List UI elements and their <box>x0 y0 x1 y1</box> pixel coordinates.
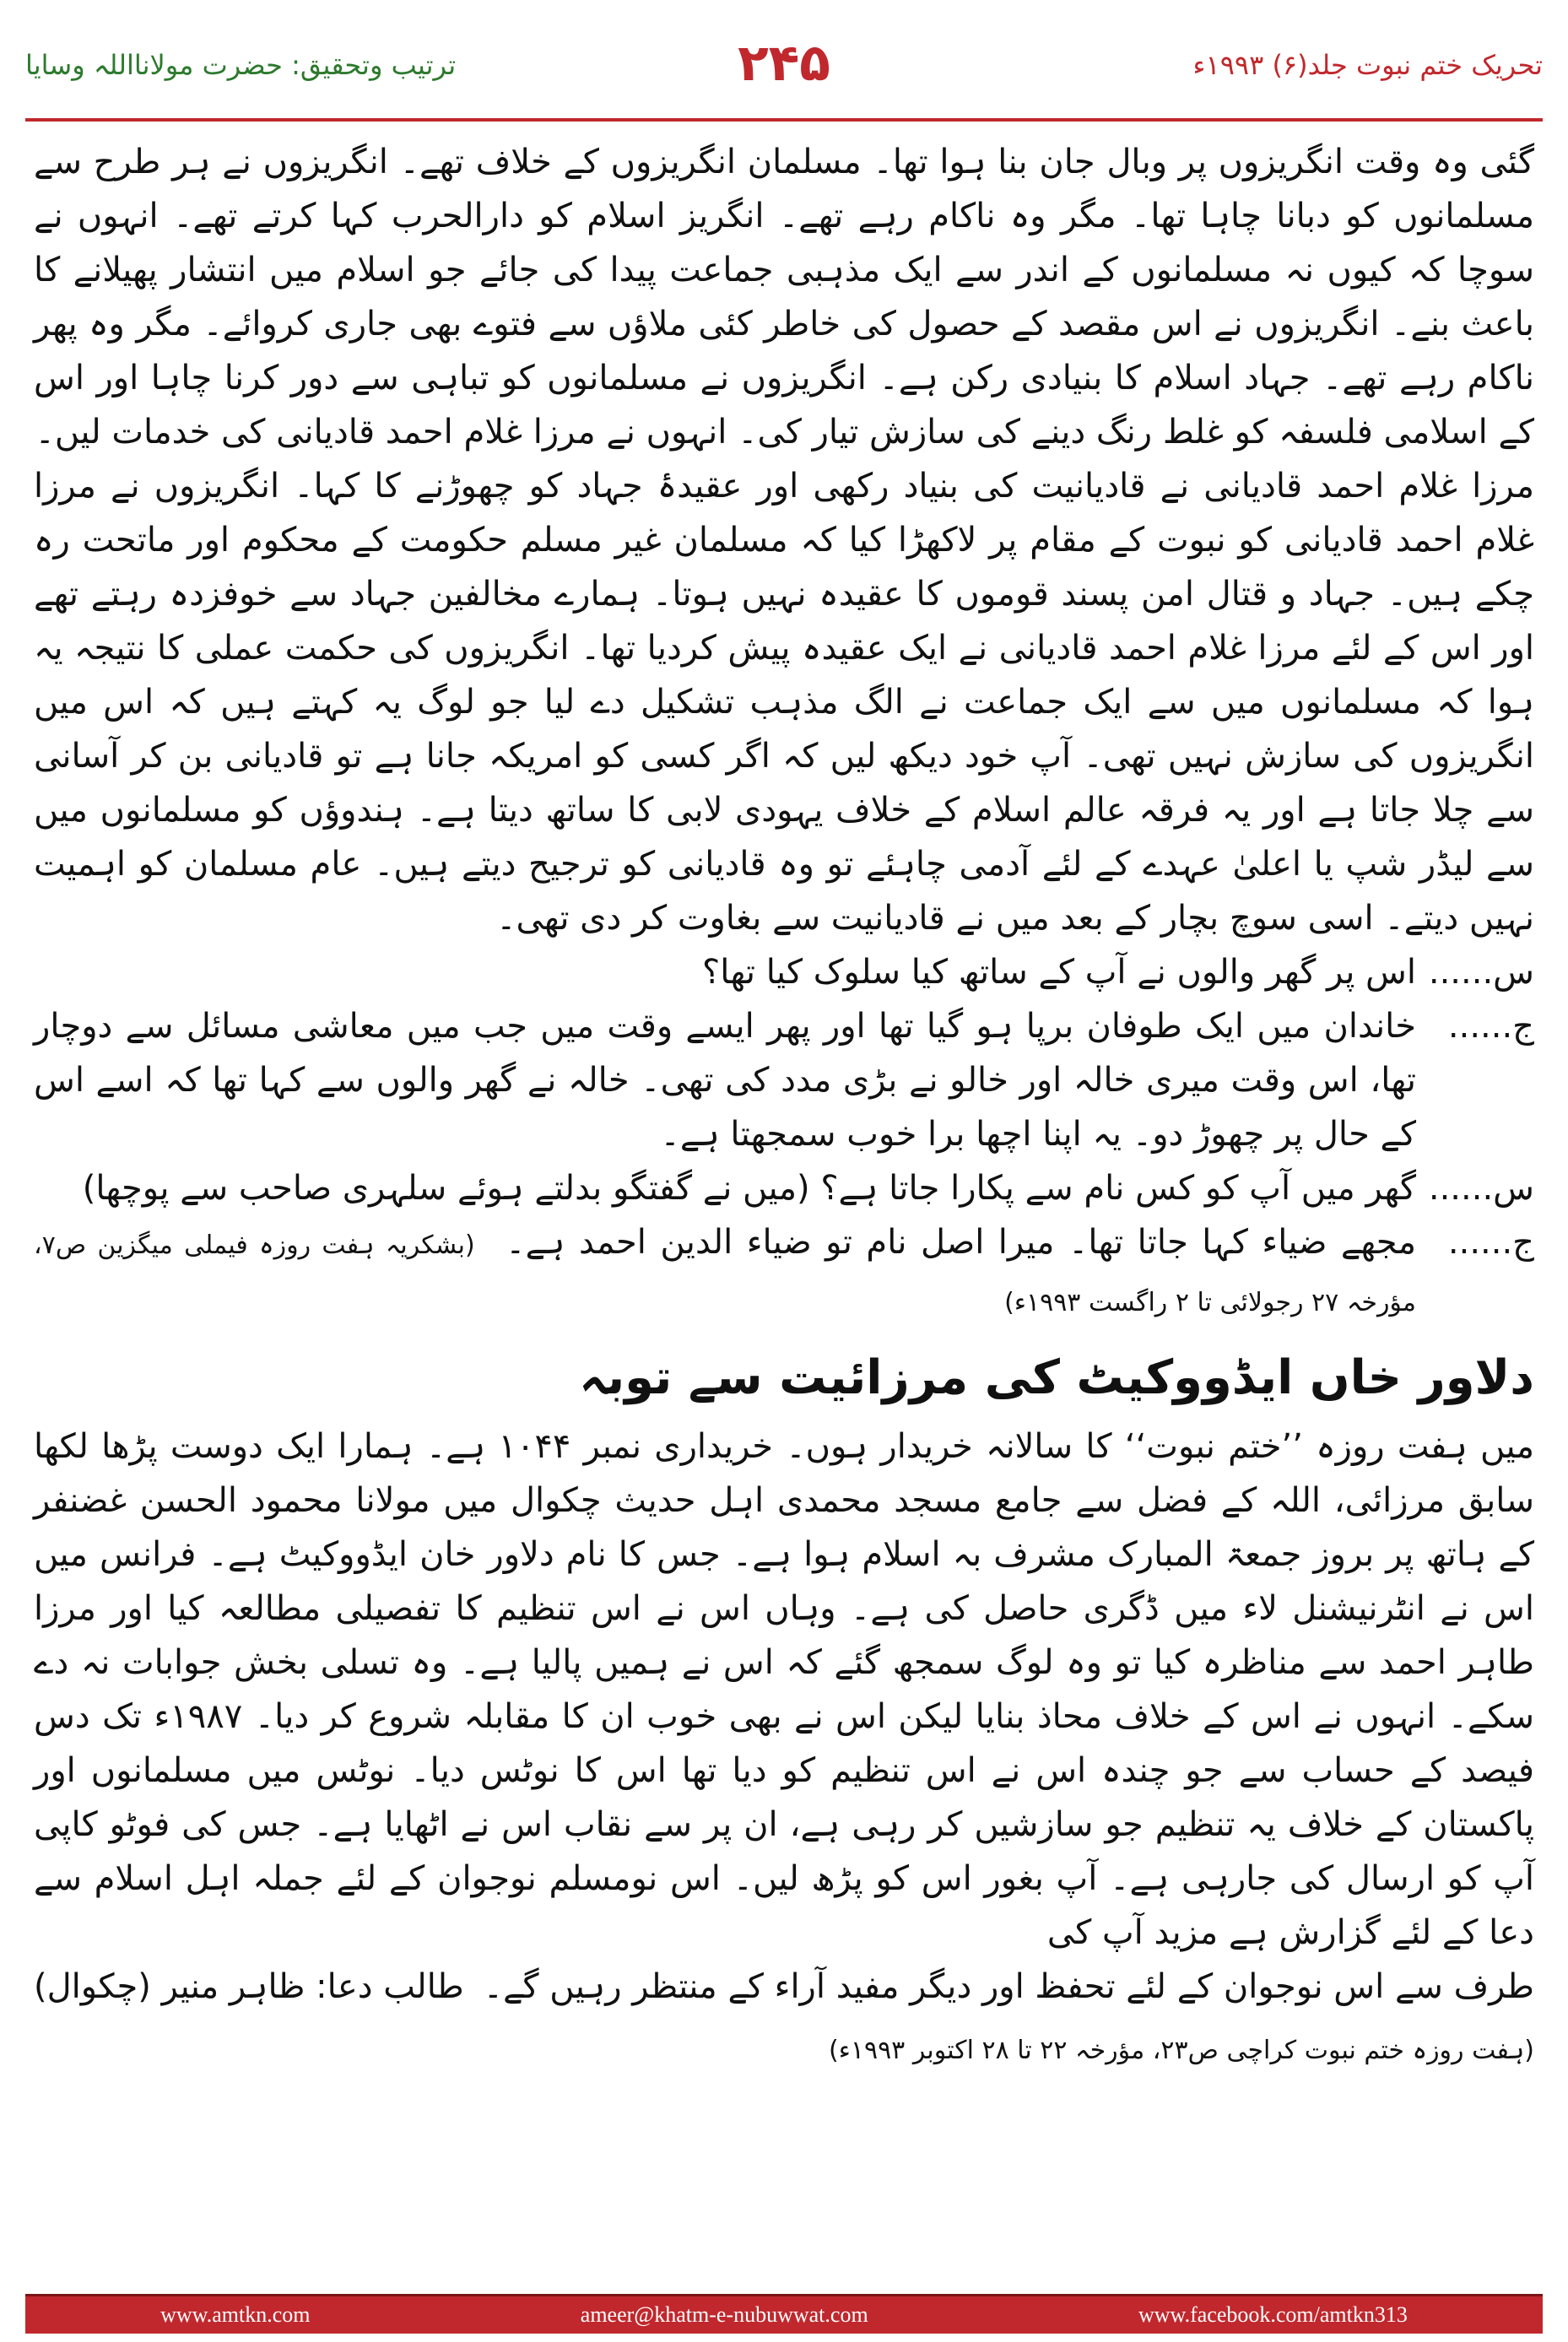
page-footer <box>25 2294 1543 2334</box>
citation: (بشکریہ ہفت روزہ فیملی میگزین ص۷، مؤرخہ ۲۷ رجولائی تا ۲ راگست ۱۹۹۳ء) <box>34 1230 1416 1317</box>
qa-item <box>34 1161 1534 1215</box>
qa-text: گھر میں آپ کو کس نام سے پکارا جاتا ہے؟ (میں نے گفتگو بدلتے ہوئے سلہری صاحب سے پوچھا) <box>82 1169 1416 1208</box>
closing-row <box>34 1960 1534 2014</box>
source-citation: (ہفت روزہ ختم نبوت کراچی ص۲۳، مؤرخہ ۲۲ تا ۲۸ اکتوبر ۱۹۹۳ء) <box>829 2036 1534 2065</box>
signature: طالب دعا: ظاہر منیر (چکوال) <box>34 1967 464 2006</box>
page-number: ۲۴۵ <box>738 34 830 93</box>
qa-marker: س...... <box>1428 953 1534 992</box>
main-content <box>34 135 1534 2076</box>
qa-marker: س...... <box>1428 1169 1534 1208</box>
email-link[interactable]: ameer@khatm-e-nubuwwat.com <box>580 2302 868 2327</box>
facebook-link[interactable]: www.facebook.com/amtkn313 <box>1138 2302 1408 2327</box>
article2-paragraph: میں ہفت روزہ ’’ختم نبوت‘‘ کا سالانہ خریدار ہوں۔ خریداری نمبر ۱۰۴۴ ہے۔ ہمارا ایک دوست پڑھا لکھا سابق مرزائی، اللہ کے فضل سے جامع مسجد محمدی اہل حدیث چکوال میں مولانا محمود الحسن غضنفر کے ہاتھ پر بروز جمعۃ المبارک مشرف بہ اسلام ہوا ہے۔ جس کا نام دلاور خان ایڈووکیٹ ہے۔ فرانس میں اس نے انٹرنیشنل لاء میں ڈگری حاصل کی ہے۔ وہاں اس نے اس تنظیم کا تفصیلی مطالعہ کیا اور مرزا طاہر احمد سے مناظرہ کیا تو وہ لوگ سمجھ گئے کہ اس نے ہمیں پالیا ہے۔ وہ تسلی بخش جوابات نہ دے سکے۔ انہوں نے اس کے خلاف محاذ بنایا لیکن اس نے بھی خوب ان کا مقابلہ شروع کر دیا۔ ۱۹۸۷ء تک دس فیصد کے حساب سے جو چندہ اس نے اس تنظیم کو دیا تھا اس کا نوٹس دیا۔ نوٹس میں مسلمانوں اور پاکستان کے خلاف یہ تنظیم جو سازشیں کر رہی ہے، ان پر سے نقاب اس نے اٹھایا ہے۔ جس کی فوٹو کاپی آپ کو ارسال کی جارہی ہے۔ آپ بغور اس کو پڑھ لیں۔ اس نومسلم نوجوان کے لئے جملہ اہل اسلام سے دعا کے لئے گزارش ہے مزید آپ کی <box>34 1427 1535 1952</box>
qa-answer: مجھے ضیاء کہا جاتا تھا۔ میرا اصل نام تو ضیاء الدین احمد ہے۔ <box>506 1223 1417 1262</box>
qa-marker: ج...... <box>1447 1223 1534 1262</box>
article1-paragraph-1: گئی وہ وقت انگریزوں پر وبال جان بنا ہوا تھا۔ مسلمان انگریزوں کے خلاف تھے۔ انگریزوں نے ہر طرح سے مسلمانوں کو دبانا چاہا تھا۔ مگر وہ ناکام رہے تھے۔ انگریز اسلام کو دارالحرب کہا کرتے تھے۔ انہوں نے سوچا کہ کیوں نہ مسلمانوں کے اندر سے ایک مذہبی جماعت پیدا کی جائے جو اسلام میں انتشار پھیلانے کا باعث بنے۔ انگریزوں نے اس مقصد کے حصول کی خاطر کئی ملاؤں سے فتوے بھی جاری کروائے۔ مگر وہ پھر ناکام رہے تھے۔ جہاد اسلام کا بنیادی رکن ہے۔ انگریزوں نے مسلمانوں کو تباہی سے دور کرنا چاہا اور اس کے اسلامی فلسفہ کو غلط رنگ دینے کی سازش تیار کی۔ انہوں نے مرزا غلام احمد قادیانی کی خدمات لیں۔ <box>34 143 1534 452</box>
page-header <box>25 34 1543 110</box>
qa-item <box>34 999 1534 1161</box>
qa-marker: ج...... <box>1447 1007 1534 1046</box>
header-divider <box>25 118 1543 122</box>
compiler-credit: ترتیب وتحقیق: حضرت مولانااللہ وسایا <box>25 49 457 81</box>
qa-text: اس پر گھر والوں نے آپ کے ساتھ کیا سلوک کیا تھا؟ <box>702 953 1416 992</box>
qa-text: خاندان میں ایک طوفان برپا ہو گیا تھا اور پھر ایسے وقت میں جب میں معاشی مسائل سے دوچار تھا، اس وقت میری خالہ اور خالو نے بڑی مدد کی تھی۔ خالہ نے گھر والوں سے کہا تھا کہ اسے اس کے حال پر چھوڑ دو۔ یہ اپنا اچھا برا خوب سمجھتا ہے۔ <box>34 1007 1416 1154</box>
book-title: تحریک ختم نبوت جلد(۶) ۱۹۹۳ء <box>1192 49 1543 81</box>
article1-paragraph-2: مرزا غلام احمد قادیانی نے قادیانیت کی بنیاد رکھی اور عقیدۂ جہاد کو چھوڑنے کا کہا۔ انگریزوں نے مرزا غلام احمد قادیانی کو نبوت کے مقام پر لاکھڑا کیا کہ مسلمان غیر مسلم حکومت کے محکوم اور ماتحت رہ چکے ہیں۔ جہاد و قتال امن پسند قوموں کا عقیدہ نہیں ہوتا۔ ہمارے مخالفین جہاد سے خوفزدہ رہتے تھے اور اس کے لئے مرزا غلام احمد قادیانی نے ایک عقیدہ پیش کردیا تھا۔ انگریزوں کی حکمت عملی کا نتیجہ یہ ہوا کہ مسلمانوں میں سے ایک جماعت نے الگ مذہب تشکیل دے لیا جو لوگ یہ کہتے ہیں کہ اس میں انگریزوں کی سازش نہیں تھی۔ آپ خود دیکھ لیں کہ اگر کسی کو امریکہ جانا ہے تو قادیانی بن کر آسانی سے چلا جاتا ہے اور یہ فرقہ عالم اسلام کے خلاف یہودی لابی کا ساتھ دیتا ہے۔ ہندوؤں کو مسلمانوں میں سے لیڈر شپ یا اعلیٰ عہدے کے لئے آدمی چاہئے تو وہ قادیانی کو ترجیح دیتے ہیں۔ عام مسلمان کو اہمیت نہیں دیتے۔ اسی سوچ بچار کے بعد میں نے قادیانیت سے بغاوت کر دی تھی۔ <box>34 467 1535 938</box>
article2-heading: دلاور خاں ایڈووکیٹ کی مرزائیت سے توبہ <box>579 1350 1534 1405</box>
website-link[interactable]: www.amtkn.com <box>160 2302 311 2327</box>
closing-line: طرف سے اس نوجوان کے لئے تحفظ اور دیگر مفید آراء کے منتظر رہیں گے۔ <box>483 1967 1534 2006</box>
qa-item <box>34 945 1534 999</box>
qa-text <box>34 1215 1416 1330</box>
qa-item <box>34 1215 1534 1330</box>
